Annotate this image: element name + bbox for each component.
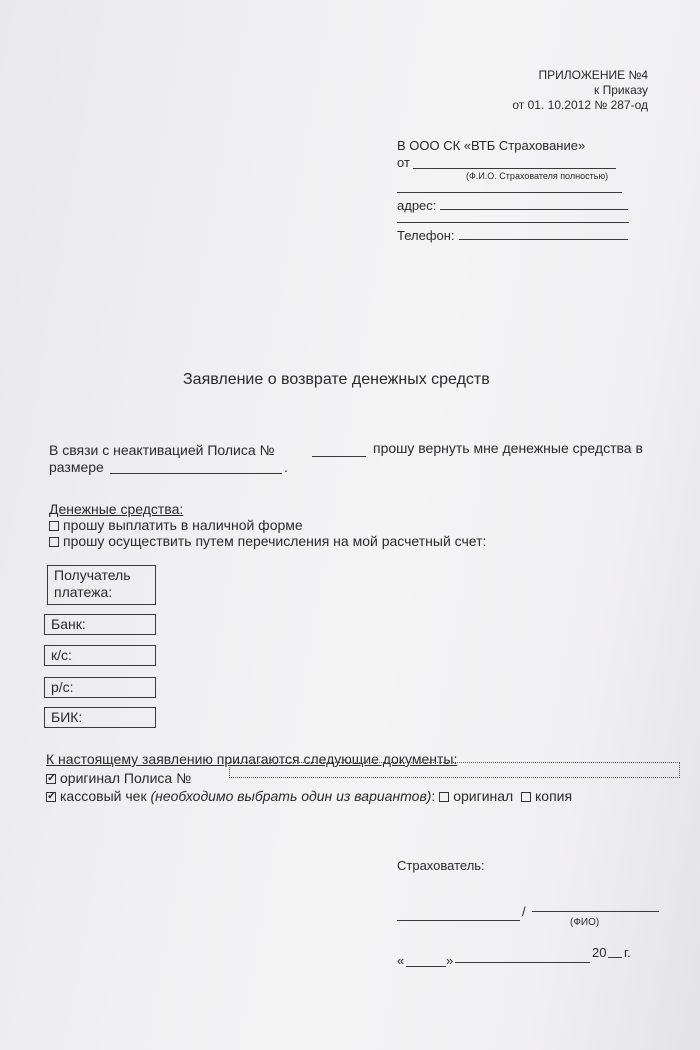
option-copy-label: копия — [535, 788, 573, 804]
fio-line[interactable] — [532, 911, 659, 912]
amount-line[interactable] — [110, 473, 282, 474]
date-close-quote: » — [446, 953, 454, 968]
address-line[interactable] — [440, 209, 628, 210]
fio-hint: (Ф.И.О. Страхователя полностью) — [466, 171, 609, 181]
from-name-line[interactable] — [413, 168, 616, 169]
attachment-receipt-colon: : — [431, 788, 436, 804]
option-cash[interactable] — [49, 517, 303, 533]
policy-number-line[interactable] — [312, 456, 366, 457]
year-suffix: г. — [624, 945, 631, 960]
checkbox-original[interactable] — [439, 792, 449, 802]
attachments-heading: К настоящему заявлению прилагаются следующие документы: — [46, 751, 458, 767]
body-text-policy: В связи с неактивацией Полиса № — [49, 442, 275, 458]
checkbox-receipt[interactable] — [46, 792, 56, 802]
year-prefix: 20 — [592, 945, 607, 960]
bank-field[interactable]: Банк: — [44, 614, 156, 635]
date-month-line[interactable] — [455, 962, 590, 963]
option-original-label: оригинал — [453, 788, 514, 804]
from-label: от — [397, 155, 410, 170]
attachment-receipt-label: кассовый чек — [60, 788, 151, 804]
document-title: Заявление о возврате денежных средств — [183, 371, 490, 388]
fio-hint-signature: (ФИО) — [570, 917, 600, 928]
insured-label: Страхователь: — [397, 858, 485, 873]
recipient-field[interactable]: Получатель платежа: — [47, 565, 156, 605]
order-date: от 01. 10.2012 № 287-од — [512, 98, 648, 112]
attachment-policy[interactable] — [46, 770, 191, 786]
attachment-policy-label: оригинал Полиса № — [60, 770, 192, 786]
signature-line[interactable] — [397, 920, 520, 921]
addressee-company: В ООО СК «ВТБ Страхование» — [397, 138, 586, 153]
option-transfer-label: прошу осуществить путем перечисления на мой расчетный счет: — [63, 533, 487, 549]
signature-slash: / — [522, 904, 526, 919]
order-reference: к Приказу — [593, 83, 648, 97]
funds-heading: Денежные средства: — [49, 501, 184, 517]
checkbox-copy[interactable] — [521, 792, 531, 802]
body-text-return: прошу вернуть мне денежные средства в — [373, 440, 643, 456]
from-name-line-2[interactable] — [397, 192, 622, 193]
date-day-line[interactable] — [406, 966, 446, 967]
amount-period: . — [284, 459, 288, 475]
option-transfer[interactable] — [49, 533, 486, 549]
address-label: адрес: — [397, 198, 437, 213]
body-text-amount: размере — [49, 459, 104, 475]
bik-field[interactable]: БИК: — [44, 707, 156, 728]
checkbox-transfer[interactable] — [49, 537, 59, 547]
appendix-number: ПРИЛОЖЕНИЕ №4 — [538, 68, 648, 82]
option-cash-label: прошу выплатить в наличной форме — [63, 517, 303, 533]
attachment-receipt[interactable] — [46, 788, 572, 804]
rs-field[interactable]: р/с: — [44, 677, 156, 698]
year-line[interactable] — [608, 957, 622, 958]
address-line-2[interactable] — [397, 222, 629, 223]
ks-field[interactable]: к/с: — [44, 645, 156, 666]
checkbox-policy[interactable] — [46, 774, 56, 784]
attachment-receipt-note: (необходимо выбрать один из вариантов) — [150, 788, 432, 804]
date-open-quote: « — [397, 953, 405, 968]
phone-line[interactable] — [459, 239, 628, 240]
checkbox-cash[interactable] — [49, 521, 59, 531]
phone-label: Телефон: — [397, 228, 455, 243]
policy-number-field[interactable] — [229, 762, 680, 778]
